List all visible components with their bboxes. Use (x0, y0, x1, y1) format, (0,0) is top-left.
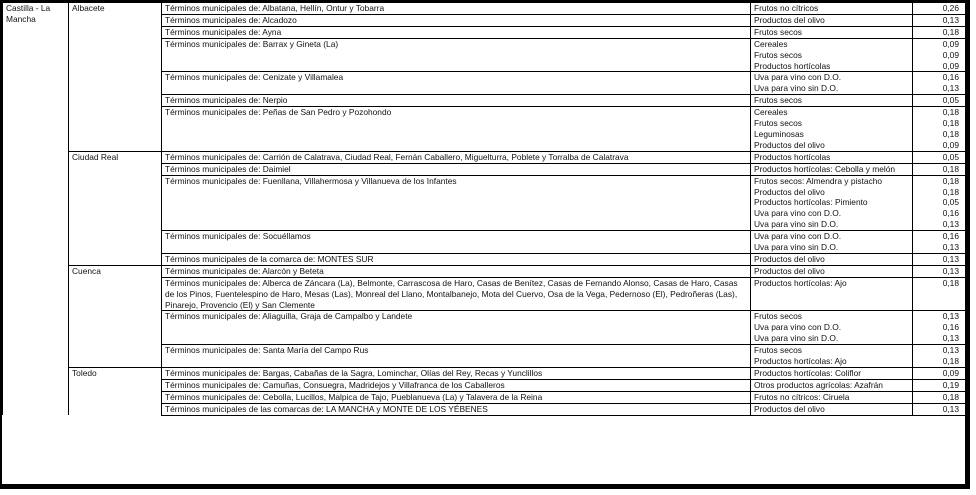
index-value-cell: 0,13 (913, 219, 966, 230)
crop-cell: Productos del olivo (751, 265, 913, 277)
crop-cell: Productos hortícolas (751, 151, 913, 163)
index-value-cell: 0,13 (913, 403, 966, 415)
area-cell: Términos municipales de: Carrión de Calatrava, Ciudad Real, Fernán Caballero, Miguelturra, Poblete y Torralba de Calatrava (162, 151, 751, 163)
index-value-cell: 0,09 (913, 61, 966, 72)
area-cell: Términos municipales de: Camuñas, Consuegra, Madridejos y Villafranca de los Caballeros (162, 379, 751, 391)
index-value-cell: 0,09 (913, 38, 966, 49)
area-cell: Términos municipales de: Alberca de Záncara (La), Belmonte, Carrascosa de Haro, Casas de Benítez, Casas de Fernando Alonso, Casas de Haro, Casas de los Pinos, Fuentelespino de Haro, Mesas (Las), Monreal del Llano, Montalbanejo, Mota del Cuervo, Osa de la Vega, Pedernoso (El), Pedroñeras (Las), Pinarejo, Provencio (El) y San Clemente (162, 277, 751, 311)
table-row (3, 3, 966, 15)
index-value-cell: 0,13 (913, 345, 966, 356)
area-cell: Términos municipales de: Aliaguilla, Graja de Campalbo y Landete (162, 311, 751, 345)
area-cell: Términos municipales de: Alarcón y Beteta (162, 265, 751, 277)
crop-cell: Cereales (751, 38, 913, 49)
crop-cell: Frutos secos (751, 95, 913, 107)
crop-cell: Productos hortícolas (751, 61, 913, 72)
crop-cell: Otros productos agrícolas: Azafrán (751, 379, 913, 391)
index-value-cell: 0,18 (913, 175, 966, 186)
crop-cell: Uva para vino sin D.O. (751, 219, 913, 230)
crop-cell: Frutos no cítricos: Ciruela (751, 391, 913, 403)
crop-cell: Uva para vino con D.O. (751, 208, 913, 219)
index-value-cell: 0,18 (913, 107, 966, 118)
index-value-cell: 0,05 (913, 95, 966, 107)
crop-cell: Productos hortícolas: Ajo (751, 356, 913, 367)
crop-cell: Uva para vino con D.O. (751, 322, 913, 333)
index-value-cell: 0,13 (913, 242, 966, 253)
table-row (3, 368, 966, 380)
index-value-cell: 0,18 (913, 187, 966, 198)
crop-cell: Frutos secos (751, 345, 913, 356)
index-value-cell: 0,05 (913, 151, 966, 163)
area-cell: Términos municipales de: Santa María del Campo Rus (162, 345, 751, 368)
table-row (3, 151, 966, 163)
province-cell: Cuenca (69, 265, 162, 367)
crop-cell: Productos hortícolas: Pimiento (751, 197, 913, 208)
area-cell: Términos municipales de: Nerpio (162, 95, 751, 107)
tax-index-table (2, 2, 966, 416)
crop-cell: Productos del olivo (751, 403, 913, 415)
index-value-cell: 0,18 (913, 118, 966, 129)
province-cell: Toledo (69, 368, 162, 416)
index-value-cell: 0,13 (913, 253, 966, 265)
index-value-cell: 0,09 (913, 50, 966, 61)
table-row (3, 265, 966, 277)
crop-cell: Productos hortícolas: Coliflor (751, 368, 913, 380)
crop-cell: Cereales (751, 107, 913, 118)
index-value-cell: 0,26 (913, 3, 966, 15)
index-value-cell: 0,19 (913, 379, 966, 391)
area-cell: Términos municipales de: Alcadozo (162, 14, 751, 26)
table-body (3, 3, 966, 416)
area-cell: Términos municipales de las comarcas de: LA MANCHA y MONTE DE LOS YÉBENES (162, 403, 751, 415)
area-cell: Términos municipales de: Cenizate y Villamalea (162, 72, 751, 95)
index-value-cell: 0,18 (913, 277, 966, 311)
area-cell: Términos municipales de: Albatana, Hellín, Ontur y Tobarra (162, 3, 751, 15)
crop-cell: Frutos secos (751, 311, 913, 322)
area-cell: Términos municipales de: Bargas, Cabañas de la Sagra, Lominchar, Olías del Rey, Recas y Yunclillos (162, 368, 751, 380)
crop-cell: Uva para vino con D.O. (751, 231, 913, 242)
index-value-cell: 0,16 (913, 208, 966, 219)
crop-cell: Uva para vino sin D.O. (751, 83, 913, 94)
crop-cell: Frutos secos: Almendra y pistacho (751, 175, 913, 186)
crop-cell: Productos hortícolas: Ajo (751, 277, 913, 311)
crop-cell: Productos hortícolas: Cebolla y melón (751, 163, 913, 175)
crop-cell: Productos del olivo (751, 14, 913, 26)
index-value-cell: 0,16 (913, 322, 966, 333)
index-value-cell: 0,09 (913, 368, 966, 380)
area-cell: Términos municipales de: Socuéllamos (162, 231, 751, 254)
crop-cell: Frutos secos (751, 26, 913, 38)
index-value-cell: 0,13 (913, 311, 966, 322)
index-value-cell: 0,05 (913, 197, 966, 208)
crop-cell: Leguminosas (751, 129, 913, 140)
index-value-cell: 0,13 (913, 14, 966, 26)
index-value-cell: 0,13 (913, 83, 966, 94)
crop-cell: Frutos secos (751, 118, 913, 129)
crop-cell: Frutos secos (751, 50, 913, 61)
index-value-cell: 0,16 (913, 72, 966, 83)
crop-cell: Frutos no cítricos (751, 3, 913, 15)
index-value-cell: 0,09 (913, 140, 966, 151)
index-value-cell: 0,18 (913, 356, 966, 367)
crop-cell: Productos del olivo (751, 140, 913, 151)
crop-cell: Productos del olivo (751, 187, 913, 198)
area-cell: Términos municipales de: Ayna (162, 26, 751, 38)
crop-cell: Uva para vino sin D.O. (751, 333, 913, 344)
province-cell: Ciudad Real (69, 151, 162, 265)
area-cell: Términos municipales de: Peñas de San Pedro y Pozohondo (162, 107, 751, 152)
crop-cell: Productos del olivo (751, 253, 913, 265)
index-value-cell: 0,16 (913, 231, 966, 242)
index-value-cell: 0,13 (913, 333, 966, 344)
province-cell: Albacete (69, 3, 162, 152)
area-cell: Términos municipales de la comarca de: MONTES SUR (162, 253, 751, 265)
crop-cell: Uva para vino con D.O. (751, 72, 913, 83)
community-cell: Castilla - La Mancha (3, 3, 69, 416)
index-value-cell: 0,18 (913, 129, 966, 140)
index-value-cell: 0,18 (913, 163, 966, 175)
area-cell: Términos municipales de: Fuenllana, Villahermosa y Villanueva de los Infantes (162, 175, 751, 231)
crop-cell: Uva para vino sin D.O. (751, 242, 913, 253)
area-cell: Términos municipales de: Cebolla, Lucillos, Malpica de Tajo, Pueblanueva (La) y Talavera de la Reina (162, 391, 751, 403)
index-value-cell: 0,18 (913, 391, 966, 403)
area-cell: Términos municipales de: Barrax y Gineta (La) (162, 38, 751, 72)
area-cell: Términos municipales de: Daimiel (162, 163, 751, 175)
index-value-cell: 0,13 (913, 265, 966, 277)
index-value-cell: 0,18 (913, 26, 966, 38)
